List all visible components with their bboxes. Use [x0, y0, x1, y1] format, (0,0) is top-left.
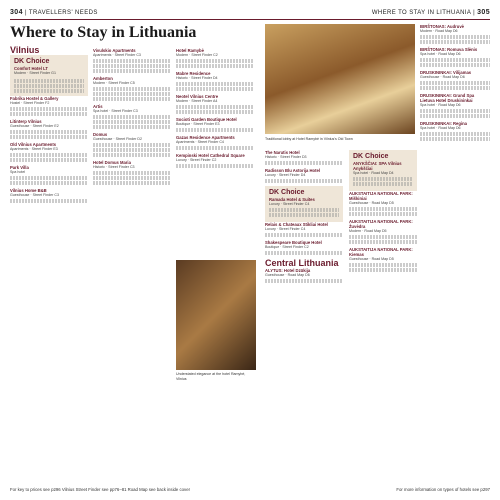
hotel-entry — [93, 76, 171, 101]
hotel-meta: Guesthouse · Road Map D6 — [420, 75, 465, 79]
hotel-entry — [265, 240, 343, 255]
hotel-meta: Guesthouse · Street Finder D2 — [93, 137, 142, 141]
hotel-meta: Modern · Street Finder C5 — [93, 81, 135, 85]
hotel-name: Fabrika Hostel & Gallery — [10, 96, 59, 101]
hotel-meta: Spa hotel · Road Map D6 — [420, 103, 461, 107]
hotel-meta: Hostel · Street Finder F2 — [10, 101, 50, 105]
hotel-name: Vilnius Home B&B — [10, 188, 47, 193]
hotel-entry — [93, 160, 171, 185]
hotel-entry — [420, 24, 490, 44]
hotel-name: Shakespeare Boutique Hotel — [265, 240, 322, 245]
hotel-meta: Spa hotel · Street Finder C3 — [93, 109, 138, 113]
hotel-name: Radisson Blu Astorija Hotel — [265, 168, 320, 173]
hotel-meta: Luxury · Street Finder C4 — [269, 202, 310, 206]
hotel-entry — [420, 121, 490, 141]
left-running-title: TRAVELLERS' NEEDS — [28, 9, 98, 16]
photo-caption-right: Traditional lobby at Hotel Ramybė in Vilnius's Old Town — [265, 137, 353, 141]
hotel-name: Old Vilnius Apartments — [10, 142, 57, 147]
dk-choice-box — [10, 55, 88, 96]
hotel-meta: Apartments · Street Finder E3 — [10, 147, 58, 151]
hotel-meta: Historic · Street Finder D3 — [265, 155, 307, 159]
hotel-name: Gazas Residence Apartments — [176, 135, 235, 140]
hotel-entry — [93, 104, 171, 129]
photo-caption-left: Understated elegance at the hotel Ramybė, Vilnius — [176, 372, 246, 381]
hotel-name: The Narutis Hotel — [265, 150, 300, 155]
hotel-meta: Spa hotel · Road Map D4 — [353, 171, 394, 175]
page-footer — [10, 487, 490, 492]
hotel-meta: Guesthouse · Road Map D5 — [349, 201, 394, 205]
hotel-entry — [265, 150, 343, 165]
hotel-name: ANYKŠČIAI: SPA Vilnius Anykščiai — [353, 161, 402, 171]
dk-choice-label: DK Choice — [269, 189, 305, 196]
hotel-entry — [265, 168, 343, 183]
hotel-name: DRUSKININKAI: Grand Spa Lietuva Hotel Druskininkai — [420, 93, 475, 103]
hotel-name: Amberton — [93, 76, 113, 81]
hotel-entry — [349, 219, 417, 244]
hotel-entry — [176, 94, 254, 114]
hotel-meta: Guesthouse · Road Map D5 — [349, 257, 394, 261]
dk-choice-label: DK Choice — [353, 153, 389, 160]
hotel-photo-right — [265, 24, 415, 134]
page-header — [10, 6, 490, 18]
hotel-name: AUKSTAITIJA NATIONAL PARK: Miškiniai — [349, 191, 413, 201]
hotel-entry — [176, 117, 254, 132]
footer-left: For key to prices see p296 Vilnius Street Finder see pp76–81 Road Map see back inside cover — [10, 487, 191, 492]
header-rule — [10, 19, 490, 20]
hotel-entry — [10, 96, 88, 116]
hotel-meta: Apartments · Street Finder C4 — [176, 140, 224, 144]
dk-choice-box — [265, 186, 343, 222]
hotel-meta: Modern · Street Finder C2 — [176, 53, 218, 57]
hotel-entry — [265, 268, 343, 283]
hotel-name: DRUSKININKAI: Vilijamas — [420, 70, 472, 75]
hotel-entry — [93, 132, 171, 157]
hotel-meta: Boutique · Street Finder C2 — [265, 245, 309, 249]
hotel-name: Neotel Vilnius Centre — [176, 94, 219, 99]
hotel-name: Relais & Chateaux Stikliai Hotel — [265, 222, 328, 227]
column-2 — [93, 48, 171, 478]
hotel-name: Hotel Ramybė — [176, 48, 204, 53]
column-6 — [420, 24, 490, 478]
hotel-entry — [176, 48, 254, 68]
region-heading: Vilnius — [10, 45, 40, 55]
hotel-photo-left — [176, 260, 256, 370]
hotel-entry — [176, 135, 254, 150]
hotel-entry — [353, 161, 413, 186]
column-4 — [265, 150, 343, 478]
hotel-entry — [10, 188, 88, 203]
hotel-entry — [269, 197, 339, 217]
hotel-entry — [93, 48, 171, 73]
hotel-meta: Guesthouse · Street Finder C3 — [10, 193, 59, 197]
hotel-entry — [420, 47, 490, 67]
hotel-meta: Luxury · Street Finder C2 — [176, 158, 217, 162]
hotel-entry — [10, 119, 88, 139]
hotel-entry — [10, 142, 88, 162]
hotel-name: AUKSTAITIJA NATIONAL PARK: Kiemas — [349, 247, 413, 257]
header-left: 304 | TRAVELLERS' NEEDS — [10, 8, 98, 16]
hotel-name: Domus — [93, 132, 108, 137]
page-title: Where to Stay in Lithuania — [10, 24, 197, 41]
hotel-meta: Modern · Road Map D5 — [349, 229, 387, 233]
hotel-name: Artis — [93, 104, 103, 109]
hotel-meta: Modern · Street Finder A4 — [176, 99, 218, 103]
header-right: WHERE TO STAY IN LITHUANIA | 305 — [371, 8, 490, 16]
hotel-entry — [14, 66, 84, 76]
hotel-meta: Modern · Street Finder G1 — [14, 71, 56, 75]
hotel-entry — [10, 165, 88, 185]
hotel-name: Vivulskio Apartments — [93, 48, 136, 53]
hotel-name: Socioti Garden Boutique Hotel — [176, 117, 237, 122]
hotel-name: Park Villa — [10, 165, 29, 170]
hotel-name: AUKSTAITIJA NATIONAL PARK: Žuvėdra — [349, 219, 413, 229]
hotel-entry — [265, 222, 343, 237]
hotel-name: Kempinski Hotel Cathedral Square — [176, 153, 245, 158]
hotel-meta: Apartments · Street Finder C3 — [93, 53, 141, 57]
hotel-meta: Spa hotel · Road Map D6 — [420, 52, 461, 56]
hotel-meta: Guesthouse · Street Finder E2 — [10, 124, 59, 128]
right-running-title: WHERE TO STAY IN LITHUANIA — [371, 9, 472, 16]
hotel-meta: Luxury · Street Finder D4 — [265, 173, 306, 177]
hotel-meta: Guesthouse · Road Map D6 — [265, 273, 310, 277]
hotel-entry — [420, 93, 490, 118]
hotel-name: ALYTUS: Hotel Dzūkija — [265, 268, 311, 273]
hotel-entry — [349, 247, 417, 272]
dk-choice-label: DK Choice — [14, 58, 50, 65]
hotel-name: DRUSKININKAI: Regina — [420, 121, 467, 126]
hotel-name: Comfort Hotel LT — [14, 66, 48, 71]
dk-choice-box — [349, 150, 417, 191]
hotel-entry — [349, 191, 417, 216]
hotel-name: Litinterp Vilnius — [10, 119, 42, 124]
footer-right: For more information on types of hotels see p297 — [396, 487, 490, 492]
hotel-meta: Luxury · Street Finder C4 — [265, 227, 306, 231]
right-page-number: 305 — [477, 8, 490, 16]
hotel-entry — [176, 153, 254, 168]
hotel-meta: Spa hotel · Road Map D6 — [420, 126, 461, 130]
region-heading: Central Lithuania — [265, 258, 339, 268]
hotel-name: BIRŠTONAS: Audruvė — [420, 24, 464, 29]
hotel-meta: Historic · Street Finder C3 — [93, 165, 135, 169]
hotel-meta: Modern · Road Map D6 — [420, 29, 458, 33]
hotel-name: Ramada Hotel & Suites — [269, 197, 315, 202]
hotel-entry — [420, 70, 490, 90]
hotel-name: BIRŠTONAS: Romuva Slėnis — [420, 47, 478, 52]
hotel-meta: Boutique · Street Finder E3 — [176, 122, 220, 126]
hotel-meta: Historic · Street Finder D4 — [176, 76, 218, 80]
left-page-number: 304 — [10, 8, 23, 16]
column-5 — [349, 150, 417, 478]
hotel-name: Mabre Residence — [176, 71, 211, 76]
hotel-meta: Spa hotel — [10, 170, 26, 174]
hotel-name: Hotel Domus Maria — [93, 160, 131, 165]
hotel-entry — [176, 71, 254, 91]
